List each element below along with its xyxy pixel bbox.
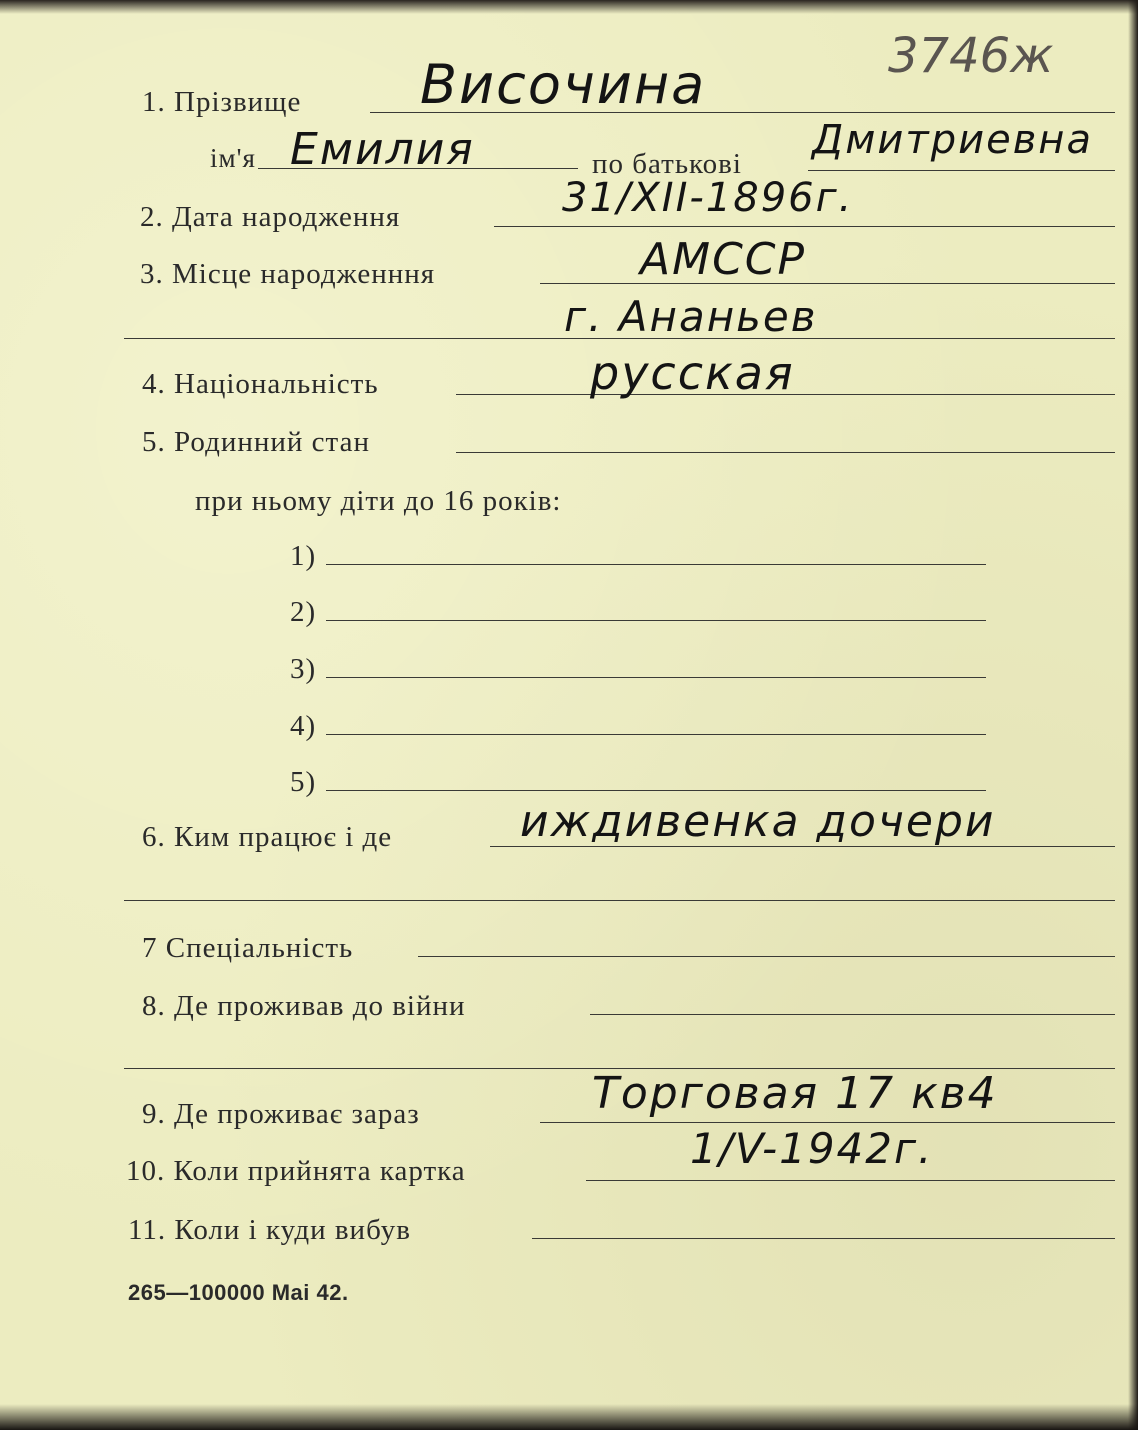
birth-place-value-2: г. Ананьев bbox=[564, 292, 818, 341]
patronymic-line bbox=[808, 170, 1115, 171]
current-residence-value: Торговая 17 кв4 bbox=[592, 1068, 998, 1119]
child-1-line bbox=[326, 564, 986, 565]
work-label: 6. Ким працює і де bbox=[142, 821, 393, 853]
print-imprint: 265—100000 Mai 42. bbox=[128, 1280, 349, 1305]
child-4-line bbox=[326, 734, 986, 735]
work-line-2 bbox=[124, 900, 1115, 901]
prewar-residence-line bbox=[590, 1014, 1115, 1015]
prewar-residence-label: 8. Де проживав до війни bbox=[142, 990, 466, 1022]
child-5-line bbox=[326, 790, 986, 791]
card-number: 3746ж bbox=[888, 28, 1054, 84]
specialty-label: 7 Спеціальність bbox=[142, 932, 354, 964]
child-3-label: 3) bbox=[290, 653, 317, 685]
nationality-label: 4. Національність bbox=[142, 368, 379, 400]
child-2-label: 2) bbox=[290, 596, 317, 628]
work-value: иждивенка дочери bbox=[520, 796, 996, 847]
marital-status-label: 5. Родинний стан bbox=[142, 426, 370, 458]
name-label: ім'я bbox=[210, 143, 256, 173]
name-value: Емилия bbox=[290, 124, 475, 175]
card-edge-top bbox=[0, 0, 1138, 14]
child-5-label: 5) bbox=[290, 766, 317, 798]
departed-line bbox=[532, 1238, 1115, 1239]
birth-date-line bbox=[494, 226, 1115, 227]
card-edge-bottom bbox=[0, 1404, 1138, 1430]
card-accepted-line bbox=[586, 1180, 1115, 1181]
card-edge-right bbox=[1128, 0, 1138, 1430]
child-2-line bbox=[326, 620, 986, 621]
current-residence-label: 9. Де проживає зараз bbox=[142, 1098, 420, 1130]
patronymic-label: по батькові bbox=[592, 148, 742, 180]
children-label: при ньому діти до 16 років: bbox=[195, 485, 562, 517]
specialty-line bbox=[418, 956, 1115, 957]
marital-status-line bbox=[456, 452, 1115, 453]
birth-place-value-1: АМССР bbox=[640, 234, 807, 285]
birth-date-value: 31/XII-1896г. bbox=[562, 175, 854, 221]
birth-date-label: 2. Дата народження bbox=[140, 201, 401, 233]
departed-label: 11. Коли і куди вибув bbox=[128, 1214, 411, 1246]
current-residence-line bbox=[540, 1122, 1115, 1123]
patronymic-value: Дмитриевна bbox=[812, 117, 1093, 163]
child-3-line bbox=[326, 677, 986, 678]
birth-place-label: 3. Місце народженння bbox=[140, 258, 436, 290]
birth-place-line bbox=[540, 283, 1115, 284]
card-accepted-value: 1/V-1942г. bbox=[690, 1124, 934, 1173]
surname-label: 1. Прізвище bbox=[142, 86, 302, 118]
nationality-value: русская bbox=[590, 346, 795, 400]
surname-value: Височина bbox=[420, 53, 707, 116]
card-accepted-label: 10. Коли прийнята картка bbox=[126, 1155, 466, 1187]
child-1-label: 1) bbox=[290, 540, 317, 572]
child-4-label: 4) bbox=[290, 710, 317, 742]
